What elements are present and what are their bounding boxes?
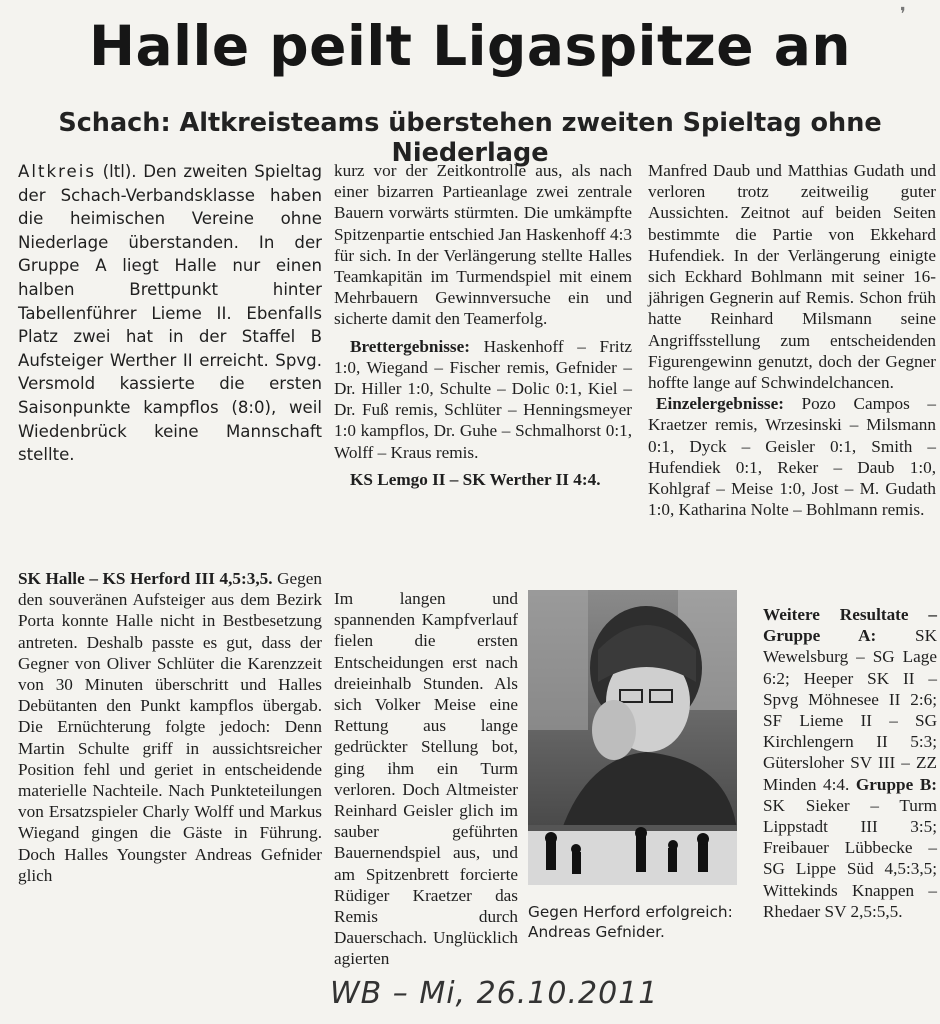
photo-image (528, 590, 737, 885)
group-b-heading: Gruppe B: (855, 774, 938, 794)
headline: Halle peilt Ligaspitze an (89, 14, 851, 78)
column-2 (334, 160, 632, 490)
corner-mark: ❜ (900, 4, 906, 25)
column-3 (648, 160, 936, 520)
further-results (763, 604, 937, 922)
group-a-results: SK Wewelsburg – SG Lage 6:2; Heeper SK II – Spvg Möhnesee II 2:6; SF Lieme II – SG Kirchlengern II 5:3; Gütersloher SV III – ZZ Minden 4:4. (763, 626, 937, 794)
match-report-lemgo (334, 588, 518, 970)
board-results-text: Haskenhoff – Fritz 1:0, Wiegand – Fischer remis, Gefnider – Dr. Hiller 1:0, Schulte – Dolic 0:1, Kiel – Dr. Fuß remis, Schlüter – Henningsmeyer 1:0 kampflos, Dr. Guhe – Schmalhorst 0:1, Wolff – Kraus remis. (334, 336, 632, 462)
match-report-halle (18, 568, 322, 886)
photo-caption: Gegen Herford erfolgreich: Andreas Gefnider. (528, 903, 733, 941)
intro-paragraph (18, 160, 322, 467)
dateline: Altkreis (18, 162, 96, 181)
subheadline: Schach: Altkreisteams überstehen zweiten Spieltag ohne Niederlage (58, 108, 882, 168)
handwritten-date-note: WB – Mi, 26.10.2011 (330, 976, 659, 1011)
intro-text: (ltl). Den zweiten Spieltag der Schach-Verbandsklasse haben die heimischen Vereine ohne Niederlage überstanden. In der Gruppe A liegt Halle nur einen halben Brettpunkt hinter Tabellenführer Lieme II. Ebenfalls Platz zwei hat in der Staffel B Aufsteiger Werther II erreicht. Spvg. Versmold kassierte die ersten Saisonpunkte kampflos (8:0), weil Wiedenbrück keine Mannschaft stellte. (18, 162, 322, 465)
group-b-results: SK Sieker – Turm Lippstadt III 3:5; Freibauer Lübbecke – SG Lippe Süd 4,5:3,5; Wittekinds Knappen – Rhedaer SV 2,5:5,5. (763, 795, 937, 921)
player-photo (528, 590, 737, 885)
board-results-heading: Brettergebnisse: (350, 336, 470, 356)
column-2-text: kurz vor der Zeitkontrolle aus, als nach einer bizarren Partieanlage zwei zentrale Bauern vorwärts stürmten. Die umkämpfte Spitzenpartie entschied Jan Haskenhoff 4:3 für sich. In der Verlängerung stellte Halles Teamkapitän im Turmendspiel mit einem Mehrbauern Gewinnversuche ein und sicherte damit den Teamerfolg. (334, 161, 632, 329)
match2-heading: KS Lemgo II – SK Werther II 4:4. (350, 469, 601, 489)
individual-results-text: Pozo Campos – Kraetzer remis, Wrzesinski – Milsmann 0:1, Dyck – Geisler 0:1, Smith – Hufendiek 0:1, Reker – Daub 1:0, Kohlgraf – Meise 1:0, Jost – M. Gudath 1:0, Katharina Nolte – Bohlmann remis. (648, 394, 936, 520)
individual-results-heading: Einzelergebnisse: (656, 394, 784, 414)
match2-text: Im langen und spannenden Kampfverlauf fielen die ersten Entscheidungen erst nach dreieinhalb Stunden. Als sich Volker Meise eine Rettung aus lange gedrückter Stellung bot, ging ihm ein Turm verloren. Doch Altmeister Reinhard Geisler glich im sauber geführten Bauernendspiel aus, und am Spitzenbrett forcierte Rüdiger Kraetzer das Remis durch Dauerschach. Unglücklich agierten (334, 589, 518, 969)
further-results-heading: Weitere Resultate – Gruppe A: (763, 605, 937, 646)
column-3-text: Manfred Daub und Matthias Gudath und verloren trotz zeitweilig guter Aussichten. Zeitnot auf beiden Seiten bestimmte die Partie von Ekkehard Hufendiek. In der Verlängerung einigte sich Eckhard Bohlmann mit seiner 16-jährigen Gegnerin auf Remis. Schon früh hatte Reinhard Milsmann seine Angriffsstellung zum entscheidenden Figurengewinn genutzt, doch der Gegner hoffte lange auf Schwindelchancen. (648, 161, 936, 393)
match-heading: SK Halle – KS Herford III 4,5:3,5. (18, 569, 273, 588)
match-text: Gegen den souveränen Aufsteiger aus dem Bezirk Porta konnte Halle nicht in Bestbesetzung antreten. Deshalb passte es gut, dass der Gegner von Oliver Schlüter die Karenzzeit von 30 Minuten überschritt und Halles Debütanten den Punkt kampflos übergab. Die Ernüchterung folgte jedoch: Denn Martin Schulte griff in aussichtsreicher Position fehl und geriet in entscheidende materielle Nachteile. Nach Punkteteilungen von Ersatzspieler Charly Wolff und Markus Wiegand gingen die Gäste in Führung. Doch Halles Youngster Andreas Gefnider glich (18, 569, 322, 885)
